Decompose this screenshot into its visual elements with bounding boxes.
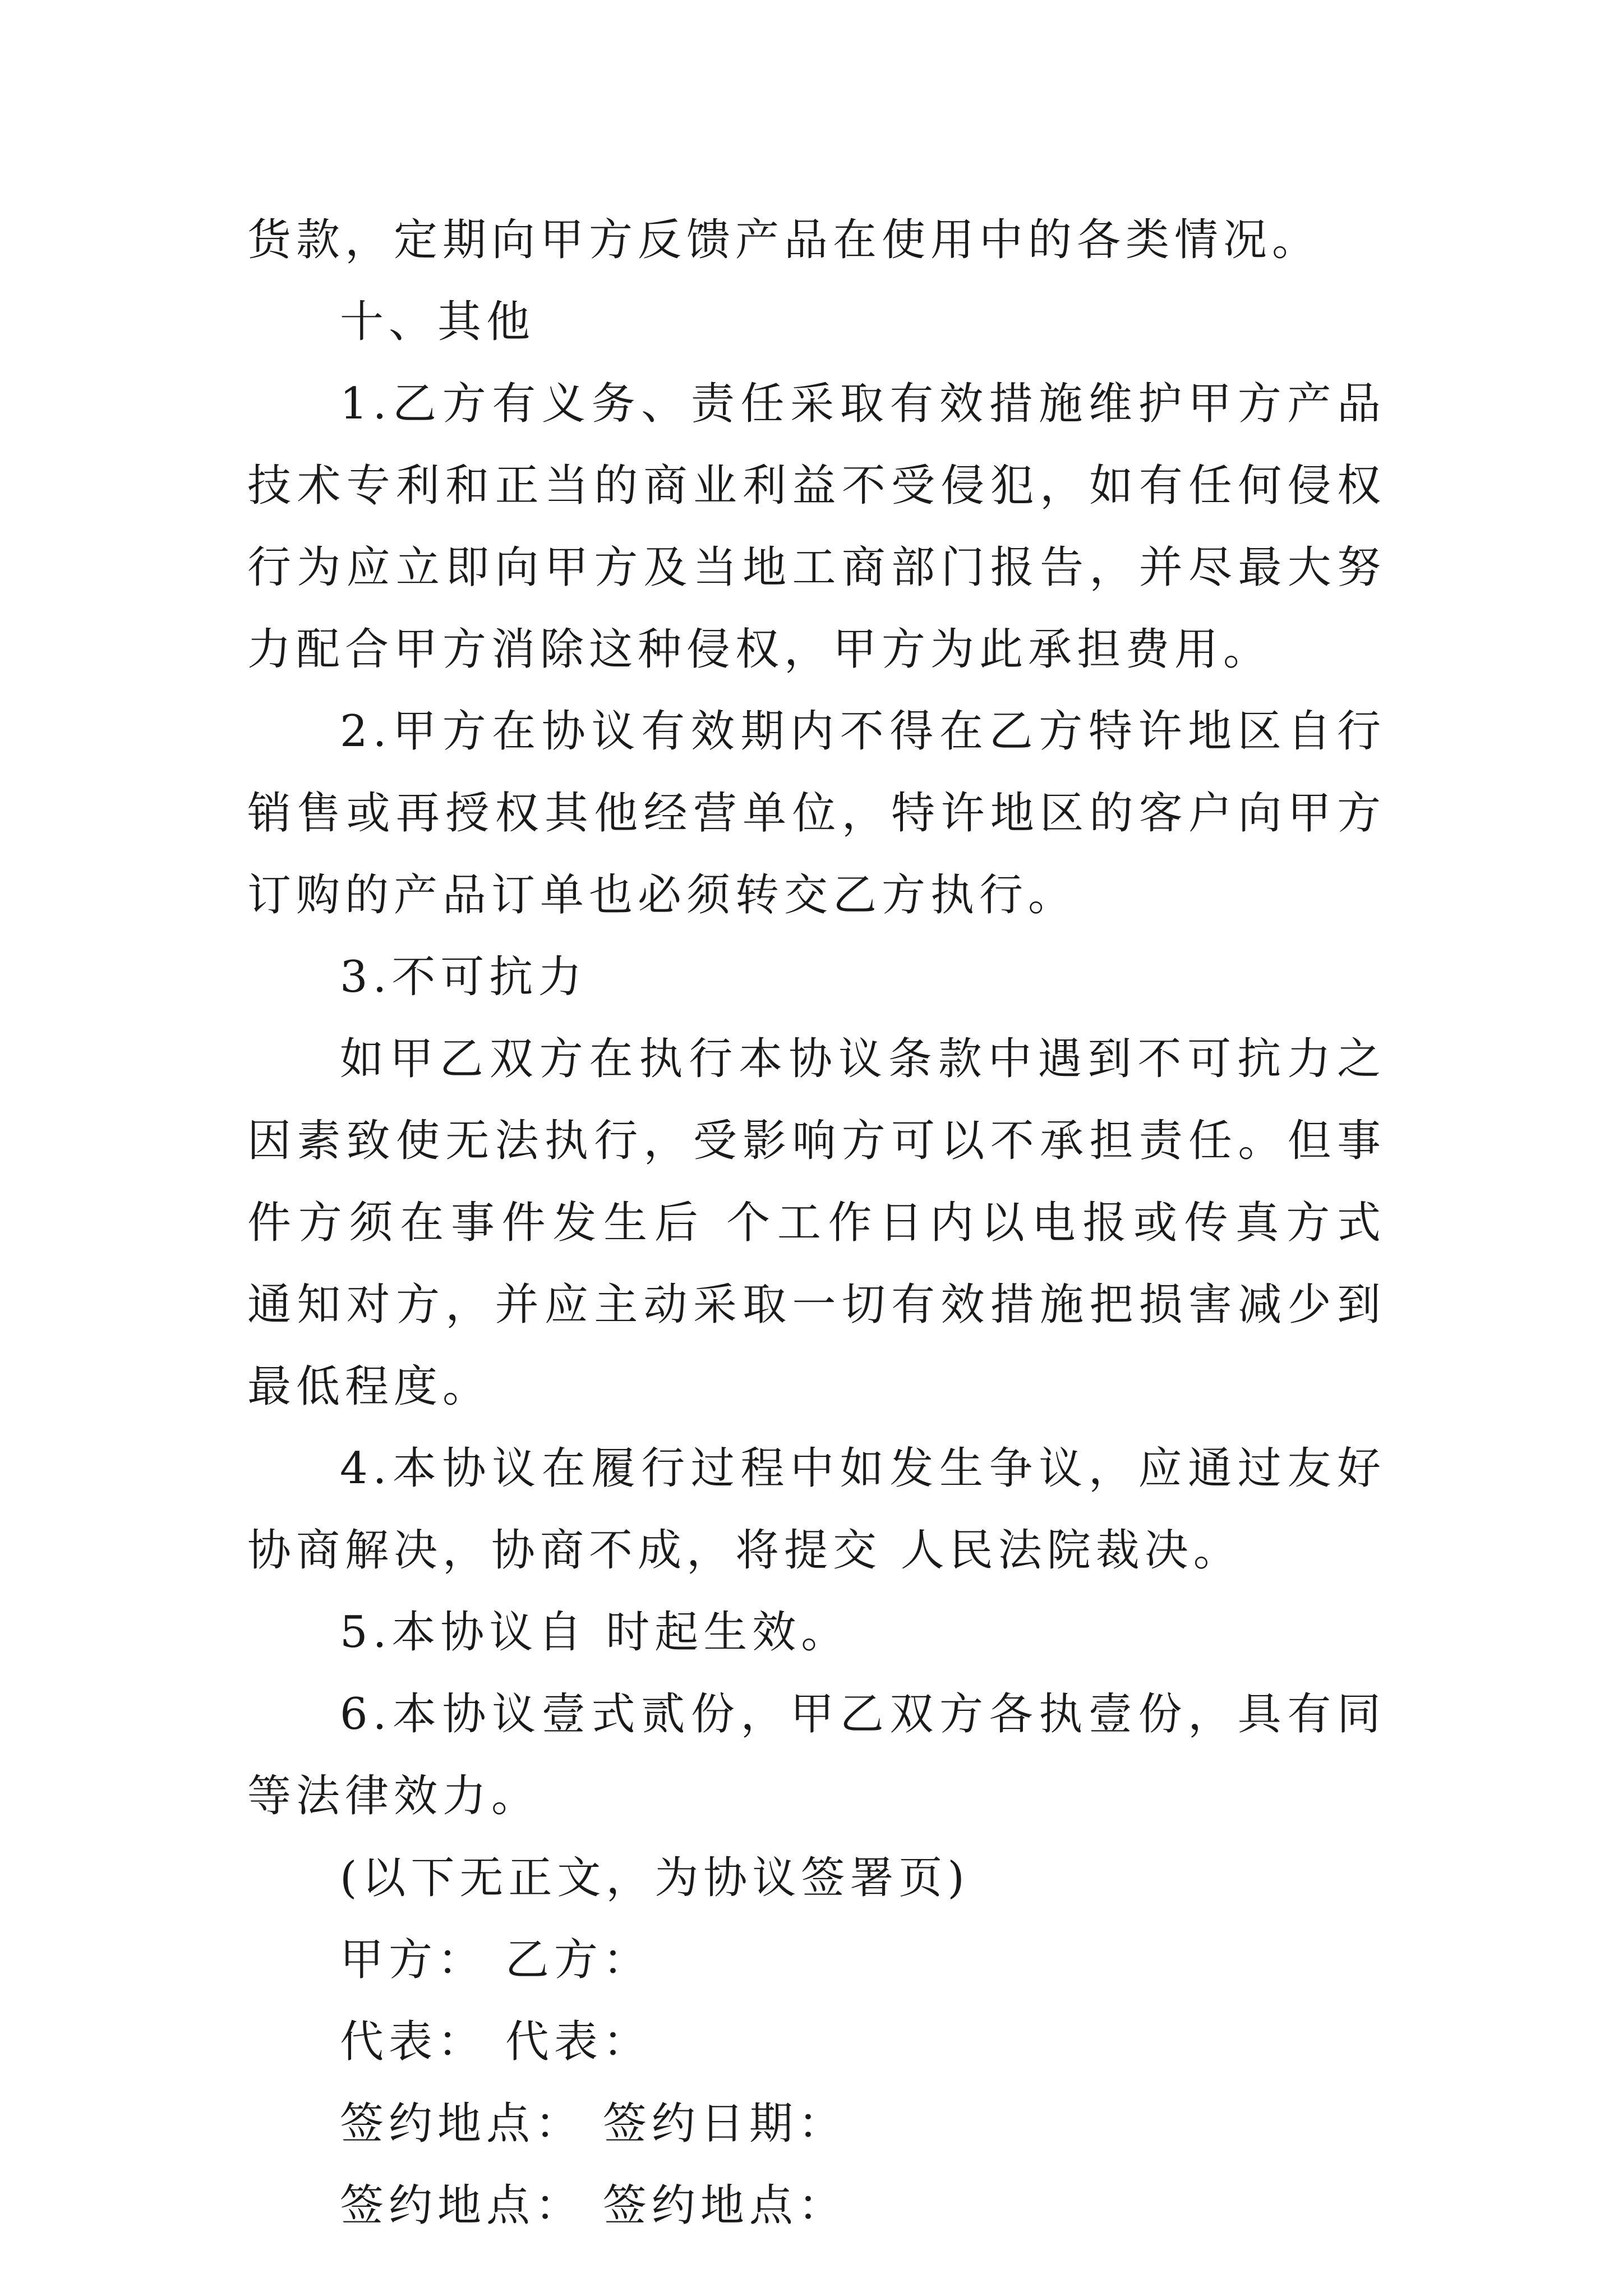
signature-row-representatives: [247, 2001, 1386, 2083]
party-a-label: 甲方：: [340, 1935, 487, 1985]
signing-place-label-a: 签约地点：: [340, 2180, 584, 2231]
signing-date-label: 签约日期：: [602, 2099, 847, 2149]
paragraph-payment-feedback: 货款，定期向甲方反馈产品在使用中的各类情况。: [247, 215, 1321, 265]
document-body: [247, 199, 1386, 2247]
clause-1-ip-protection: 1.乙方有义务、责任采取有效措施维护甲方产品技术专利和正当的商业利益不受侵犯，如有任何侵权行为应立即向甲方及当地工商部门报告，并尽最大努力配合甲方消除这种侵权，甲方为此承担费用。: [247, 379, 1386, 675]
clause-3-force-majeure-body: 如甲乙双方在执行本协议条款中遇到不可抗力之因素致使无法执行，受影响方可以不承担责任。但事件方须在事件发生后 个工作日内以电报或传真方式通知对方，并应主动采取一切有效措施把损害减少到最低程度。: [247, 1034, 1386, 1412]
clause-3-force-majeure-heading: 3.不可抗力: [340, 952, 587, 1002]
party-b-representative-label: 代表：: [505, 2017, 652, 2067]
signature-row-place-date: [247, 2083, 1386, 2165]
signing-place-label: 签约地点：: [340, 2099, 584, 2149]
signature-row-places: [247, 2165, 1386, 2247]
section-heading-other: 十、其他: [340, 297, 536, 347]
clause-5-effective-date: 5.本协议自 时起生效。: [340, 1607, 850, 1658]
clause-6-copies: 6.本协议壹式贰份，甲乙双方各执壹份，具有同等法律效力。: [247, 1689, 1386, 1821]
no-further-text-note: (以下无正文，为协议签署页): [340, 1853, 970, 1903]
signature-row-parties: [247, 1919, 1386, 2001]
clause-2-exclusive-territory: 2.甲方在协议有效期内不得在乙方特许地区自行销售或再授权其他经营单位，特许地区的客户向甲方订购的产品订单也必须转交乙方执行。: [247, 706, 1386, 921]
party-a-representative-label: 代表：: [340, 2017, 487, 2067]
signing-place-label-b: 签约地点：: [602, 2180, 847, 2231]
clause-4-dispute-resolution: 4.本协议在履行过程中如发生争议，应通过友好协商解决，协商不成，将提交 人民法院裁决。: [247, 1443, 1386, 1576]
party-b-label: 乙方：: [505, 1935, 652, 1985]
